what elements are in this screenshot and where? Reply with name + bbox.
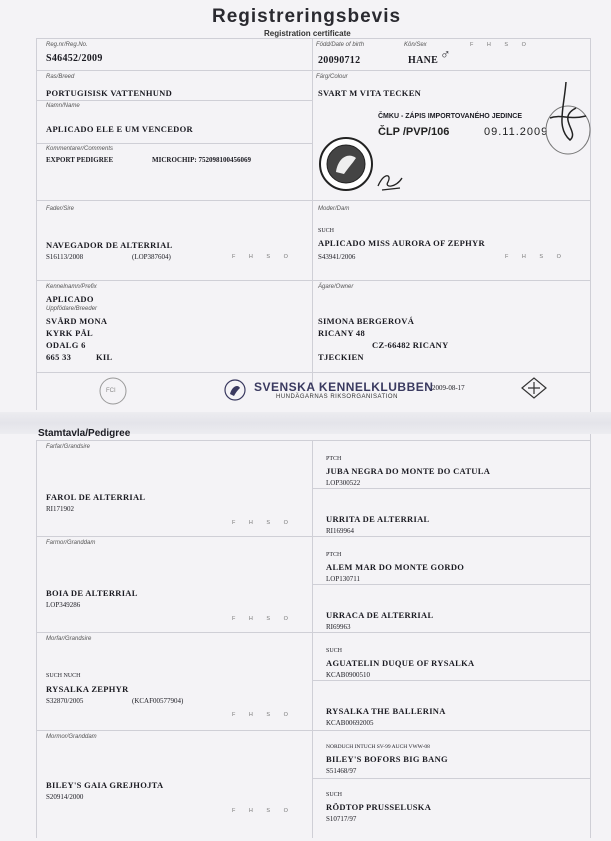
breeder-line1: SVÅRD MONA — [46, 316, 108, 326]
world-logo-icon — [520, 376, 548, 400]
grandsire2-name: RYSALKA ZEPHYR — [46, 684, 129, 694]
import-stamp-date: 09.11.2009 — [484, 126, 549, 138]
grandsire2-reg: S32870/2005 — [46, 697, 84, 705]
ggp-title: NORDUCH INTUCH SV-99 AUCH VWW-08 — [326, 744, 430, 750]
breed-label: Ras/Breed — [46, 74, 75, 80]
breeder-label: Uppfödare/Breeder — [46, 306, 98, 312]
grandsire2-reg2: (KCAF00577904) — [132, 697, 184, 705]
ggp-name: URRITA DE ALTERRIAL — [326, 514, 430, 524]
dam-label: Moder/Dam — [318, 206, 350, 212]
owner-line1: SIMONA BERGEROVÁ — [318, 316, 415, 326]
breeder-line4: 665 33 — [46, 352, 72, 362]
ggp-name: RYSALKA THE BALLERINA — [326, 706, 446, 716]
sire-label: Fader/Sire — [46, 206, 75, 212]
colour-value: SVART M VITA TECKEN — [318, 88, 422, 98]
ggp-reg: RI169964 — [326, 527, 354, 535]
owner-line4: TJECKIEN — [318, 352, 364, 362]
ggp-reg: S51468/97 — [326, 767, 357, 775]
grandsire2-label: Morfar/Grandsire — [46, 636, 92, 642]
microchip-value: MICROCHIP: 752098100456069 — [152, 156, 251, 164]
fci-label: FCI — [106, 388, 116, 394]
breeder-line5: KIL — [96, 352, 113, 362]
birth-label: Född/Date of birth — [316, 42, 365, 48]
name-label: Namn/Name — [46, 103, 80, 109]
grandsire2-title: SUCH NUCH — [46, 673, 81, 679]
pedigree-label: Stamtavla/Pedigree — [38, 428, 131, 439]
ggp-name: AGUATELIN DUQUE OF RYSALKA — [326, 658, 475, 668]
granddam1-label: Farmor/Granddam — [46, 540, 96, 546]
sire-fhso: F H S O — [232, 254, 289, 260]
sex-fhso: F H S O — [470, 42, 527, 48]
granddam2-reg: S20914/2000 — [46, 793, 84, 801]
grandsire1-reg: RI171902 — [46, 505, 74, 513]
club-date: 2009-08-17 — [432, 384, 465, 392]
club-name: SVENSKA KENNELKLUBBEN — [254, 380, 434, 394]
kennel-value: APLICADO — [46, 294, 94, 304]
breeder-line2: KYRK PÅL — [46, 328, 94, 338]
granddam2-name: BILEY'S GAIA GREJHOJTA — [46, 780, 164, 790]
sire-reg: S16113/2008 — [46, 253, 84, 261]
ggp-reg: LOP130711 — [326, 575, 360, 583]
ggp-name: ALEM MAR DO MONTE GORDO — [326, 562, 465, 572]
grandsire1-name: FAROL DE ALTERRIAL — [46, 492, 146, 502]
signature-icon — [374, 170, 406, 192]
dam-title: SUCH — [318, 228, 335, 234]
ggp-name: RÖDTOP PRUSSELUSKA — [326, 802, 432, 812]
ggp-name: URRACA DE ALTERRIAL — [326, 610, 434, 620]
ggp-title: PTCH — [326, 552, 342, 558]
ggp-name: BILEY'S BOFORS BIG BANG — [326, 754, 448, 764]
granddam1-reg: LOP349286 — [46, 601, 81, 609]
granddam1-name: BOIA DE ALTERRIAL — [46, 588, 138, 598]
male-icon: ♂ — [440, 48, 451, 63]
dam-name: APLICADO MISS AURORA OF ZEPHYR — [318, 238, 485, 248]
colour-label: Färg/Colour — [316, 74, 348, 80]
name-value: APLICADO ELE E UM VENCEDOR — [46, 124, 193, 134]
sex-value: HANE — [408, 55, 439, 66]
owner-line3: CZ-66482 RICANY — [372, 340, 449, 350]
page-subtitle: Registration certificate — [264, 29, 351, 38]
comments-value: EXPORT PEDIGREE — [46, 156, 114, 164]
ggp-reg: S10717/97 — [326, 815, 357, 823]
kennel-seal-icon — [318, 136, 374, 192]
import-stamp-line1: ČMKU - ZÁPIS IMPORTOVANÉHO JEDINCE — [378, 113, 523, 120]
ggp-title: SUCH — [326, 648, 343, 654]
sire-name: NAVEGADOR DE ALTERRIAL — [46, 240, 173, 250]
ggp-reg: KCAB00692005 — [326, 719, 374, 727]
grandsire1-label: Farfar/Grandsire — [46, 444, 91, 450]
reg-value: S46452/2009 — [46, 53, 103, 64]
ggp-reg: KCAB0900510 — [326, 671, 370, 679]
page-title: Registreringsbevis — [212, 6, 402, 27]
owner-line2: RICANY 48 — [318, 328, 366, 338]
import-stamp-line2: ČLP /PVP/106 — [378, 126, 450, 138]
dam-reg: S43941/2006 — [318, 253, 356, 261]
granddam1-fhso: F H S O — [232, 616, 289, 622]
breed-value: PORTUGISISK VATTENHUND — [46, 88, 173, 98]
dam-fhso: F H S O — [505, 254, 562, 260]
ggp-title: PTCH — [326, 456, 342, 462]
breeder-line3: ODALG 6 — [46, 340, 86, 350]
ggp-title: SUCH — [326, 792, 343, 798]
sex-label: Kön/Sex — [404, 42, 427, 48]
ggp-name: JUBA NEGRA DO MONTE DO CATULA — [326, 466, 491, 476]
sire-reg2: (LOP387604) — [132, 253, 171, 261]
granddam2-label: Mormor/Granddam — [46, 734, 97, 740]
grandsire2-fhso: F H S O — [232, 712, 289, 718]
kennel-label: Kennelnamn/Prefix — [46, 284, 97, 290]
birth-value: 20090712 — [318, 55, 361, 66]
grandsire1-fhso: F H S O — [232, 520, 289, 526]
club-sub: HUNDÄGARNAS RIKSORGANISATION — [276, 394, 398, 400]
signature-stamp-icon — [536, 78, 596, 160]
granddam2-fhso: F H S O — [232, 808, 289, 814]
skk-logo-icon — [224, 378, 246, 404]
ggp-reg: RI69963 — [326, 623, 351, 631]
ggp-reg: LOP300522 — [326, 479, 361, 487]
reg-label: Reg.nr/Reg.No. — [46, 42, 88, 48]
comments-label: Kommentarer/Comments — [46, 146, 114, 152]
owner-label: Ägare/Owner — [318, 284, 354, 290]
